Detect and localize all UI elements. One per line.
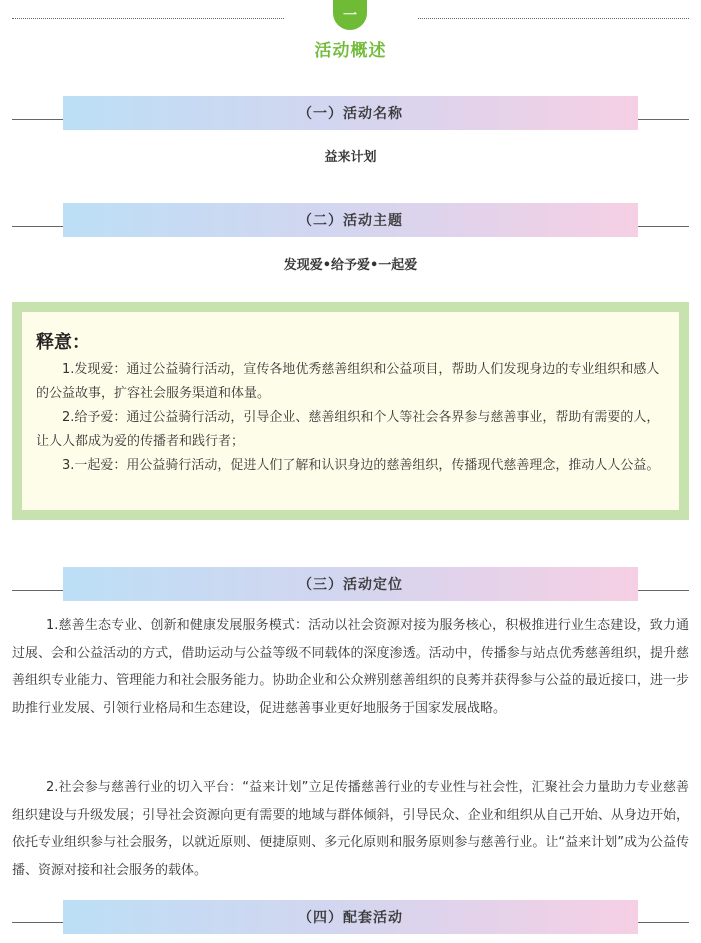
- section-header-theme: （二）活动主题: [63, 203, 638, 237]
- section-header-supporting: （四）配套活动: [63, 900, 638, 934]
- page-title: 活动概述: [314, 41, 387, 61]
- section-header-name: （一）活动名称: [63, 96, 638, 130]
- explanation-box: [12, 302, 689, 520]
- positioning-paragraph: 1.慈善生态专业、创新和健康发展服务模式：活动以社会资源对接为服务核心，积极推进行业生态建设，致力通过展、会和公益活动的方式，借助运动与公益等级不同载体的深度渗透。活动中，传播参与站点优秀慈善组织，提升慈善组织专业能力、管理能力和社会服务能力。协助企业和公众辨别慈善组织的良莠并获得参与公益的最近接口，进一步助推行业发展、引领行业格局和生态建设，促进慈善事业更好地服务于国家发展战略。: [12, 618, 689, 716]
- explanation-box-inner: [22, 312, 679, 510]
- section-header-positioning: （三）活动定位: [63, 567, 638, 601]
- header-divider-right: [418, 18, 689, 19]
- header-badge: 一: [333, 0, 367, 30]
- explanation-title: 释意：: [36, 332, 90, 353]
- activity-theme-text: 发现爱•给予爱•一起爱: [283, 258, 418, 273]
- header-divider-left: [12, 18, 284, 19]
- explanation-paragraph: 3.一起爱：用公益骑行活动，促进人们了解和认识身边的慈善组织，传播现代慈善理念，推动人人公益。: [62, 458, 660, 473]
- positioning-paragraph: 2.社会参与慈善行业的切入平台：“益来计划”立足传播慈善行业的专业性与社会性，汇聚社会力量助力专业慈善组织建设与升级发展；引导社会资源向更有需要的地域与群体倾斜，引导民众、企业和组织从自己开始、从身边开始，依托专业组织参与社会服务，以就近原则、便捷原则、多元化原则和服务原则参与慈善行业。让“益来计划”成为公益传播、资源对接和社会服务的载体。: [12, 780, 689, 878]
- activity-name-text: 益来计划: [324, 150, 377, 165]
- explanation-paragraph: 1.发现爱：通过公益骑行活动，宣传各地优秀慈善组织和公益项目，帮助人们发现身边的专业组织和感人的公益故事，扩容社会服务渠道和体量。: [36, 362, 660, 401]
- explanation-paragraph: 2.给予爱：通过公益骑行活动，引导企业、慈善组织和个人等社会各界参与慈善事业，帮助有需要的人，让人人都成为爱的传播者和践行者；: [36, 410, 660, 449]
